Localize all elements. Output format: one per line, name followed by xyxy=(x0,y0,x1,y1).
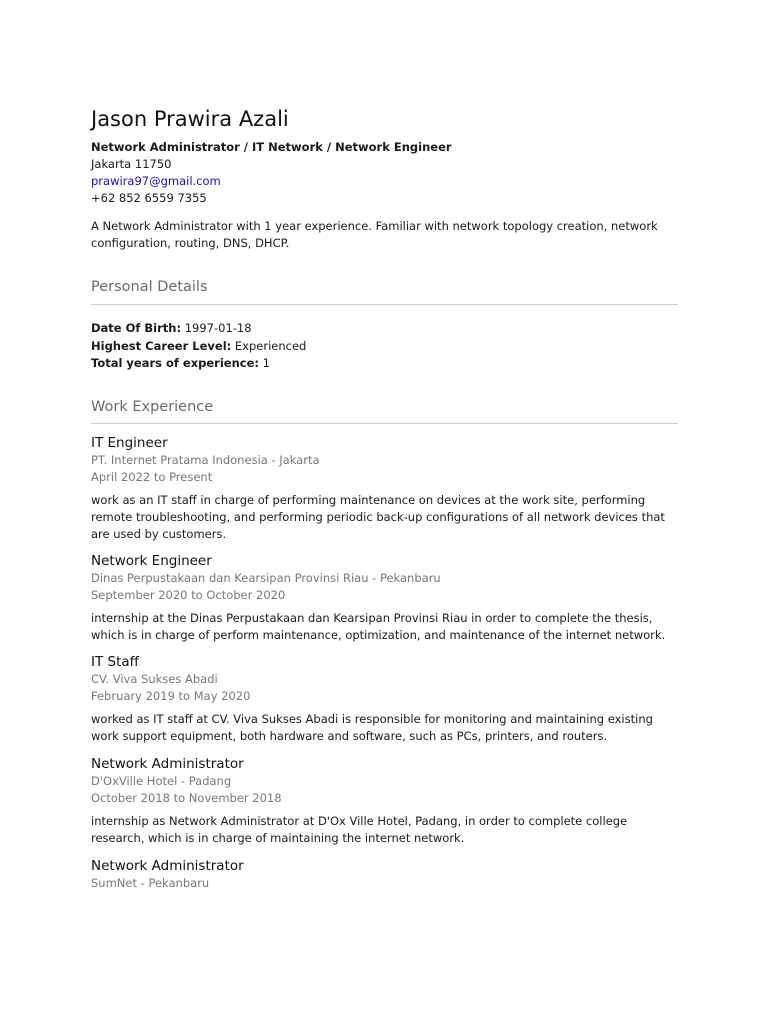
job-city: Padang xyxy=(188,774,232,788)
job-employer xyxy=(91,452,678,469)
job-employer xyxy=(91,773,678,790)
job-company: Dinas Perpustakaan dan Kearsipan Provinsi Riau xyxy=(91,571,369,585)
job-entry xyxy=(91,552,678,644)
candidate-headline: Network Administrator / IT Network / Network Engineer xyxy=(91,140,452,154)
date-of-birth-row xyxy=(91,321,252,335)
job-description: internship at the Dinas Perpustakaan dan Kearsipan Provinsi Riau in order to complete the thesis, which is in charge of perform maintenance, optimization, and maintenance of the internet network. xyxy=(91,611,666,642)
job-city: Pekanbaru xyxy=(379,571,441,585)
job-dates: April 2022 to Present xyxy=(91,470,213,484)
job-title: Network Administrator xyxy=(91,756,244,772)
career-level-row xyxy=(91,339,306,353)
career-level-value: Experienced xyxy=(234,339,307,353)
job-dates: February 2019 to May 2020 xyxy=(91,689,251,703)
job-separator: - xyxy=(368,571,380,585)
job-dates: September 2020 to October 2020 xyxy=(91,588,286,602)
job-city: Pekanbaru xyxy=(148,876,210,890)
candidate-summary: A Network Administrator with 1 year experience. Familiar with network topology creation, network configuration, routing, DNS, DHCP. xyxy=(91,219,658,250)
candidate-name: Jason Prawira Azali xyxy=(91,107,289,131)
job-entry xyxy=(91,434,678,543)
job-title: Network Administrator xyxy=(91,858,244,874)
dob-value: 1997-01-18 xyxy=(184,321,252,335)
job-city: Jakarta xyxy=(279,453,320,467)
years-experience-label: Total years of experience: xyxy=(91,356,259,370)
candidate-email-link[interactable]: prawira97@gmail.com xyxy=(91,174,221,188)
job-entry xyxy=(91,653,678,745)
job-separator: - xyxy=(177,774,189,788)
job-separator: - xyxy=(136,876,149,890)
job-title: IT Engineer xyxy=(91,435,168,451)
job-description: worked as IT staff at CV. Viva Sukses Abadi is responsible for monitoring and maintaining existing work support equipment, both hardware and software, such as PCs, printers, and routers. xyxy=(91,712,653,743)
years-experience-row xyxy=(91,356,270,370)
job-title: Network Engineer xyxy=(91,553,212,569)
job-dates: October 2018 to November 2018 xyxy=(91,791,282,805)
job-description: internship as Network Administrator at D'Ox Ville Hotel, Padang, in order to complete college research, which is in charge of maintaining the internet network. xyxy=(91,814,628,845)
job-entry xyxy=(91,857,678,892)
job-company: SumNet xyxy=(91,876,137,890)
job-title: IT Staff xyxy=(91,654,139,670)
job-employer xyxy=(91,570,678,587)
job-employer xyxy=(91,671,678,688)
career-level-label: Highest Career Level: xyxy=(91,339,232,353)
candidate-location: Jakarta 11750 xyxy=(91,157,172,171)
candidate-phone: +62 852 6559 7355 xyxy=(91,191,207,205)
job-separator: - xyxy=(267,453,280,467)
job-employer xyxy=(91,875,678,892)
job-company: D'OxVille Hotel xyxy=(91,774,178,788)
job-entry xyxy=(91,755,678,847)
section-divider xyxy=(91,304,678,305)
job-company: PT. Internet Pratama Indonesia xyxy=(91,453,268,467)
dob-label: Date Of Birth: xyxy=(91,321,182,335)
job-description: work as an IT staff in charge of performing maintenance on devices at the work site, performing remote troubleshooting, and performing periodic back-up configurations of all network devices that are used by customers. xyxy=(91,493,665,541)
job-company: CV. Viva Sukses Abadi xyxy=(91,672,218,686)
work-experience-heading: Work Experience xyxy=(91,399,214,415)
personal-details-heading: Personal Details xyxy=(91,279,208,295)
section-divider xyxy=(91,423,678,424)
years-experience-value: 1 xyxy=(262,356,270,370)
